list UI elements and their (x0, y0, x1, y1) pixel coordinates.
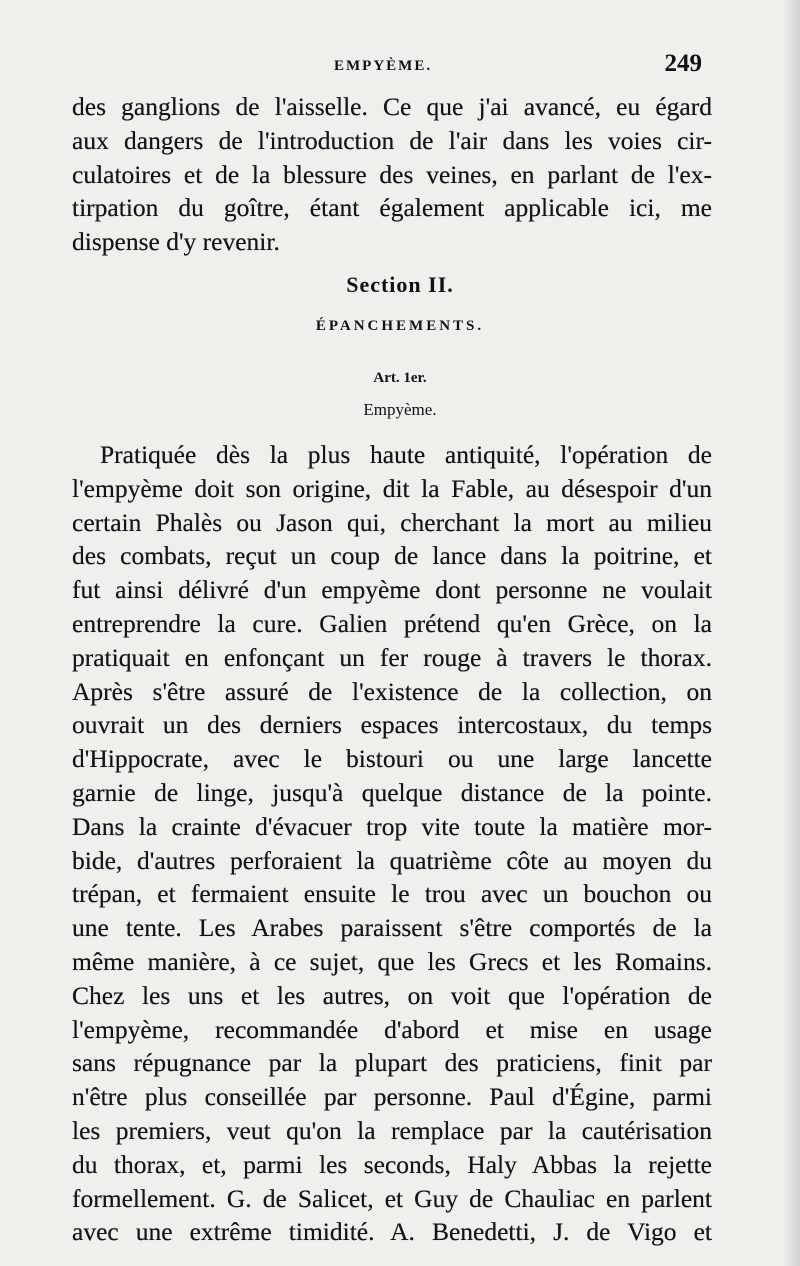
text-line: trépan, et fermaient ensuite le trou avec un bouchon ou (72, 879, 712, 909)
text-line: une tente. Les Arabes paraissent s'être comportés de la (72, 913, 712, 943)
text-line: entreprendre la cure. Galien prétend qu'en Grèce, on la (72, 608, 712, 638)
article-name: Empyème. (363, 400, 437, 419)
text-line: avec une extrême timidité. A. Benedetti, J. de Vigo et (72, 1217, 712, 1247)
page-number: 249 (664, 50, 702, 77)
text-line: fut ainsi délivré d'un empyème dont personne ne voulait (72, 575, 712, 605)
text-line: Pratiquée dès la plus haute antiquité, l'opération de (100, 440, 712, 469)
text-line: pratiquait en enfonçant un fer rouge à travers le thorax. (72, 642, 712, 672)
paragraph-main (72, 438, 712, 1249)
text-line: d'Hippocrate, avec le bistouri ou une large lancette (72, 744, 712, 774)
text-line: tirpation du goître, étant également applicable ici, me (72, 193, 712, 223)
text-line: ouvrait un des derniers espaces intercostaux, du temps (72, 710, 712, 740)
running-head: EMPYÈME. (334, 58, 433, 74)
text-line: même manière, à ce sujet, que les Grecs et les Romains. (72, 946, 712, 976)
text-line: formellement. G. de Salicet, et Guy de Chauliac en parlent (72, 1183, 712, 1213)
text-line: l'empyème, recommandée d'abord et mise en usage (72, 1014, 712, 1044)
article-number: Art. 1er. (373, 370, 427, 386)
text-line: Après s'être assuré de l'existence de la collection, on (72, 676, 712, 706)
text-line: Chez les uns et les autres, on voit que l'opération de (72, 980, 712, 1010)
text-line: Dans la crainte d'évacuer trop vite toute la matière mor- (72, 811, 712, 841)
text-line: garnie de linge, jusqu'à quelque distance de la pointe. (72, 777, 712, 807)
text-line: des ganglions de l'aisselle. Ce que j'ai avancé, eu égard (72, 92, 712, 121)
text-line: certain Phalès ou Jason qui, cherchant la mort au milieu (72, 507, 712, 537)
text-line: aux dangers de l'introduction de l'air dans les voies cir- (72, 125, 712, 155)
section-title: Section II. (346, 272, 454, 297)
text-line: du thorax, et, parmi les seconds, Haly Abbas la rejette (72, 1149, 712, 1179)
text-line: sans répugnance par la plupart des praticiens, finit par (72, 1048, 712, 1078)
page-header (72, 50, 712, 90)
text-line: bide, d'autres perforaient la quatrième côte au moyen du (72, 845, 712, 875)
text-line: n'être plus conseillée par personne. Paul d'Égine, parmi (72, 1082, 712, 1112)
text-line: dispense d'y revenir. (72, 227, 280, 257)
text-line: l'empyème doit son origine, dit la Fable, au désespoir d'un (72, 473, 712, 503)
section-subtitle: ÉPANCHEMENTS. (315, 318, 485, 334)
text-line: culatoires et de la blessure des veines, en parlant de l'ex- (72, 159, 712, 189)
text-line: des combats, reçut un coup de lance dans la poitrine, et (72, 541, 712, 571)
paragraph-continuation (72, 90, 712, 259)
text-line: les premiers, veut qu'on la remplace par la cautérisation (72, 1115, 712, 1145)
